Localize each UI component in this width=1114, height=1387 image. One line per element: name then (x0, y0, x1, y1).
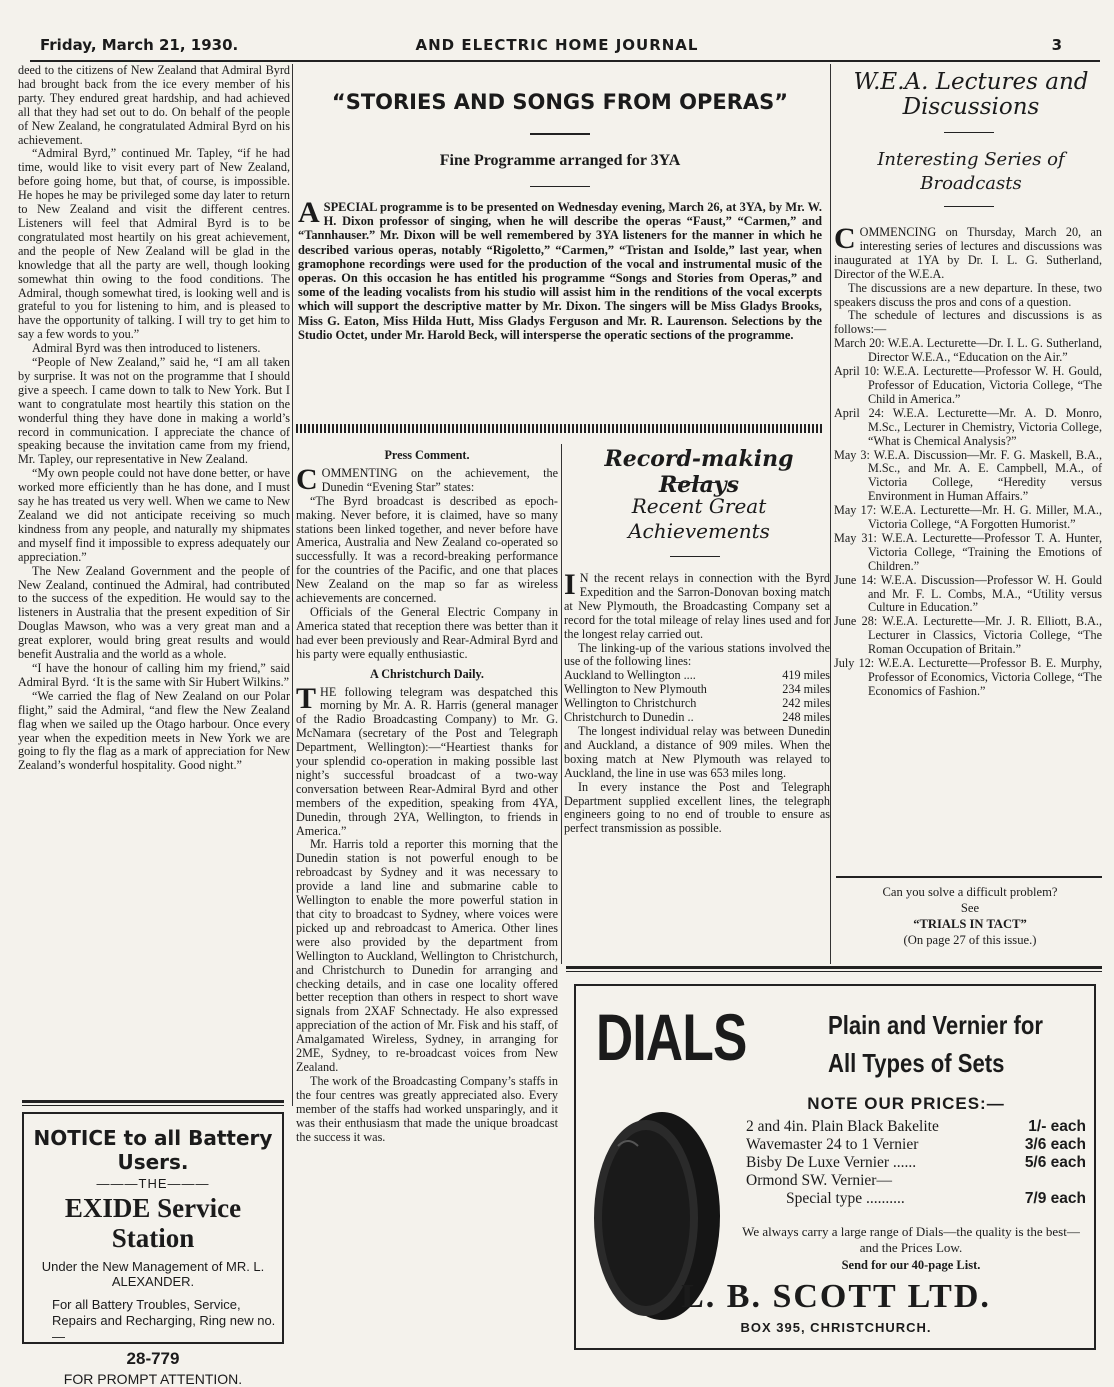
press-paragraph: Officials of the General Electric Company in America stated that reception there was better than it had ever been previously and Rear-Admiral Byrd and his party were equally enthusiastic. (296, 604, 558, 661)
wea-schedule (834, 337, 1102, 699)
press-paragraph: The work of the Broadcasting Company’s staffs in the four centres was greatly appreciated also. Every member of the staffs had worked unsparingly, and it was their enthusiasm that made the unique broadcast the success it was. (296, 1073, 558, 1144)
relay-line: Wellington to New Plymouth 234 miles (564, 682, 830, 697)
schedule-item: April 10: W.E.A. Lecturette—Professor W. H. Gould, Professor of Education, Victoria College, “The Child in America.” (834, 364, 1102, 406)
press-comment-article (296, 447, 558, 1144)
dials-send-list: Send for our 40-page List. (841, 1258, 981, 1272)
exide-station: EXIDE Service Station (64, 1193, 242, 1253)
left-paragraph: “Admiral Byrd,” continued Mr. Tapley, “if he had time, would like to visit every part of New Zealand, before going home, but that, of course, is impossible. He hopes he may be privileged some day later to return to New Zealand and visit the different centres. Listeners will feel that Admiral Byrd is to be congratulated most heartily on his great achievement, and the people of New Zealand will be glad in the knowledge that all the party are well, though looking somewhat thin owing to the food conditions. The Admiral, though somewhat tired, is looking well and is grateful to you for listening to him, and is pleased to have the opportunity of talking. I will try to get him to say a few words to you.” (18, 146, 290, 342)
relays-headline: Record-making Relays (604, 446, 794, 498)
left-paragraph: “We carried the flag of New Zealand on our Polar flight,” said the Admiral, “and flew the New Zealand flag when we sailed up the Otago harbour. Once every year when the expedition meets in New York we are going to fly the flag as a mark of appreciation for New Zealand’s wonderful hospitality. Good night.” (18, 688, 290, 773)
dials-address: BOX 395, CHRISTCHURCH. (740, 1320, 932, 1335)
schedule-item: June 28: W.E.A. Lecturette—Mr. J. R. Elliott, B.A., Lecturer in Classics, Victoria College, “The Roman Occupation of Britain.” (834, 614, 1102, 657)
puzzle-notice: Can you solve a difficult problem? See “TRIALS IN TACT” (On page 27 of this issue.) (882, 885, 1058, 947)
decorative-divider (296, 424, 824, 433)
left-paragraph: Admiral Byrd was then introduced to listeners. (32, 341, 261, 356)
subhead-rule (530, 186, 590, 187)
press-heading: Press Comment. (384, 448, 470, 462)
schedule-item: April 24: W.E.A. Lecturette—Mr. A. D. Monro, M.Sc., Lecturer in Chemistry, Victoria College, “What is Chemical Analysis?” (834, 405, 1102, 448)
journal-title: AND ELECTRIC HOME JOURNAL (415, 36, 699, 54)
press-paragraph: THE following telegram was despatched this morning by Mr. A. R. Harris (general manager of the Radio Broadcasting Company) to Mr. G. McNamara (secretary of the Post and Telegraph Department, Wellington):—“Heartiest thanks for your splendid co-operation in making possible last night’s successful broadcast of a two-way conversation between Rear-Admiral Byrd and other members of the expedition, speaking from 4YA, Dunedin, through 2YA, Wellington, to friends in America.” (296, 681, 558, 838)
press-paragraph: COMMENTING on the achievement, the Dunedin “Evening Star” states: (296, 462, 558, 496)
relays-subrule (670, 556, 720, 557)
schedule-item: May 3: W.E.A. Discussion—Mr. F. G. Maskell, B.A., M.Sc., and Mr. A. E. Campbell, M.A., of Victoria College, “Heredity versus Environment in Human Affairs.” (834, 447, 1102, 504)
left-column-article (18, 64, 290, 773)
price-row: Ormond SW. Vernier— (746, 1172, 892, 1189)
header-rule (30, 60, 1100, 62)
relays-subheadline: Recent Great Achievements (628, 494, 770, 543)
drop-cap: C (296, 462, 318, 496)
dials-company: L. B. SCOTT LTD. (681, 1278, 991, 1315)
wea-paragraph: COMMENCING on Thursday, March 20, an interesting series of lectures and discussions was inaugurated at 1YA by Dr. I. L. G. Sutherland, Director of the W.E.A. (834, 222, 1102, 281)
price-row: Special type .......... 7/9 each (786, 1190, 1086, 1207)
relays-rule (670, 482, 720, 483)
left-paragraph: “My own people could not have done better, or have worked more efficiently than he has done, and I must say he has treated us very well. When we came to New Zealand we did not anticipate receiving so much kindness from any people, and naturally my shipmates and myself find it impossible to express adequately our appreciation.” (18, 466, 290, 564)
relays-paragraph: The longest individual relay was between Dunedin and Auckland, a distance of 909 miles. When the boxing match at New Plymouth was relayed to Auckland, the line in use was 653 miles long. (564, 723, 830, 780)
relay-line: Wellington to Christchurch 242 miles (564, 696, 830, 711)
puzzle-rule (836, 876, 1102, 878)
wea-subheadline: Interesting Series of Broadcasts (877, 149, 1065, 194)
exide-the: ———THE——— (96, 1176, 210, 1191)
exide-management: Under the New Management of MR. L. ALEXANDER. (41, 1259, 265, 1289)
drop-cap: A (298, 196, 320, 229)
exide-troubles: For all Battery Troubles, Service, Repairs and Recharging, Ring new no.— (52, 1297, 276, 1344)
press-paragraph: Mr. Harris told a reporter this morning that the Dunedin station is not powerful enough to be rebroadcast by Sydney and it was necessary to provide a land line and submarine cable to Wellington to enable the more powerful station in that city to broadcast to Sydney, where voices were picked up and rebroadcast to America. Other lines were also provided by the department from Wellington to Auckland, Wellington to Christchurch, and Christchurch to Dunedin for arranging and checking details, and in case one locality offered better reception than others in respect to short wave signals from 2XAF Schnectady. He also expressed appreciation of the action of Mr. Fisk and his staff, of Amalgamated Wireless, Sydney, in arranging for 2ME, Sydney, to re-broadcast voices from New Zealand. (296, 837, 558, 1074)
dials-price-list (746, 1118, 1086, 1208)
schedule-item: May 17: W.E.A. Lecturette—Mr. H. G. Miller, M.A., Victoria College, “A Forgotten Humorist.” (834, 503, 1102, 532)
operas-text: SPECIAL programme is to be presented on Wednesday evening, March 26, at 3YA, by Mr. W. H. Dixon professor of singing, when he will describe the operas “Faust,” “Carmen,” and “Tannhauser.” Mr. Dixon will be well remembered by 3YA listeners for the manner in which he described various operas, notably “Rigoletto,” “Carmen,” “Tristan and Isolde,” last year, when gramophone recordings were used for the production of the vocal and instrumental music of the operas. On this occasion he has entitled his programme “Songs and Stories from Operas,” and some of the leading vocalists from his studio will assist him in the renditions of the vocal excerpts which will support the descriptive matter by Mr. Dixon. The singers will be Miss Gladys Brooks, Miss G. Eaton, Miss Hilda Hutt, Miss Gladys Ferguson and Mr. R. Laurenson. Selections by the Studio Octet, under Mr. Harold Beck, will intersperse the operatic sections of the programme. (298, 200, 822, 342)
relay-line: Auckland to Wellington .... 419 miles (564, 668, 830, 683)
exide-separator-rule (22, 1100, 284, 1106)
price-row: Bisby De Luxe Vernier ...... 5/6 each (746, 1154, 1086, 1171)
schedule-item: March 20: W.E.A. Lecturette—Dr. I. L. G. Sutherland, Director W.E.A., “Education on the Air.” (834, 336, 1102, 365)
operas-subheadline: Fine Programme arranged for 3YA (439, 152, 681, 169)
wea-subrule (944, 206, 994, 207)
left-paragraph: deed to the citizens of New Zealand that Admiral Byrd had brought back from the ice every member of his party. They endured great hardship, and had achieved all that they had set out to do. On behalf of the people of New Zealand, he congratulated Admiral Byrd on his achievement. (18, 63, 290, 147)
left-paragraph: “I have the honour of calling him my friend,” said Admiral Byrd. ‘It is the same with Sir Hubert Wilkins.” (18, 660, 290, 689)
dials-headline: Plain and Vernier for All Types of Sets (828, 1010, 1043, 1078)
exide-prompt: FOR PROMPT ATTENTION. (63, 1371, 243, 1387)
schedule-item: May 31: W.E.A. Lecturette—Professor T. A. Hunter, Victoria College, “Training the Emotions of Children.” (834, 530, 1102, 573)
drop-cap: C (834, 222, 856, 255)
drop-cap: T (296, 681, 317, 715)
christchurch-heading: A Christchurch Daily. (370, 666, 484, 681)
price-row: Wavemaster 24 to 1 Vernier 3/6 each (746, 1136, 1086, 1153)
exide-notice: NOTICE to all Battery Users. (33, 1126, 273, 1174)
column-divider-center (561, 444, 562, 964)
relays-paragraph: In every instance the Post and Telegraph Department supplied excellent lines, the telegraph engineers going to no end of trouble to ensure as perfect transmission as possible. (564, 779, 830, 836)
column-divider-left (292, 64, 293, 1106)
relays-paragraph: The linking-up of the various stations involved the use of the following lines: (564, 640, 830, 669)
page-header (40, 36, 1074, 58)
wea-headline: W.E.A. Lectures and Discussions (853, 69, 1089, 120)
wea-paragraph: The discussions are a new departure. In these, two speakers discuss the pros and cons of a question. (834, 280, 1102, 309)
dials-note: NOTE OUR PRICES:— (807, 1094, 1005, 1113)
relay-line: Christchurch to Dunedin .. 248 miles (564, 710, 830, 725)
price-row: 2 and 4in. Plain Black Bakelite 1/- each (746, 1118, 1086, 1135)
relays-body (564, 568, 830, 836)
left-paragraph: “People of New Zealand,” said he, “I am all taken by surprise. It was not on the programme that I should give a speech. I came down to talk to New York. But I want to congratulate most heartily this station on the wonderful thing they have done in making a world’s record in communication. I appreciate the chance of speaking because the invitation came from my friend, Mr. Tapley, our representative in New Zealand. (18, 355, 290, 467)
dials-advertisement (574, 984, 1096, 1350)
schedule-item: July 12: W.E.A. Lecturette—Professor B. E. Murphy, Professor of Economics, Victoria College, “The Economics of Fashion.” (834, 656, 1102, 698)
drop-cap: I (564, 568, 576, 601)
exide-advertisement (22, 1112, 284, 1387)
relays-paragraph: I N the recent relays in connection with the Byrd Expedition and the Sarron-Donovan boxing match at New Plymouth, the Broadcasting Company set a record for the total mileage of relay lines used and for the longest relay carried out. (564, 568, 830, 641)
wea-paragraph: The schedule of lectures and discussions is as follows:— (834, 308, 1102, 337)
headline-rule (530, 133, 590, 135)
page-number: 3 (1051, 36, 1062, 54)
wea-rule (944, 132, 994, 133)
dials-brand: DIALS (596, 1000, 747, 1074)
issue-date: Friday, March 21, 1930. (40, 36, 239, 54)
wea-body (834, 222, 1102, 699)
exide-phone: 28-779 (126, 1349, 180, 1368)
left-paragraph: The New Zealand Government and the people of New Zealand, continued the Admiral, had contributed to the success of the expedition. He would say to the listeners in Australia that the present expedition of Sir Douglas Mawson, who was a very great man and a great explorer, would bring great results and would benefit Australia and the world as a whole. (18, 563, 290, 662)
schedule-item: June 14: W.E.A. Discussion—Professor W. H. Gould and Mr. F. L. Combs, M.A., “Utility versus Culture in Education.” (834, 572, 1102, 615)
dials-carry: We always carry a large range of Dials—the quality is the best—and the Prices Low. (742, 1224, 1080, 1255)
ad-separator-rule (566, 966, 1102, 972)
operas-body (298, 196, 822, 342)
press-paragraph: “The Byrd broadcast is described as epoch-making. Never before, it is claimed, have so many stations been linked together, and never before have America, Australia and New Zealand co-operated so successfully. It was a record-breaking performance for the countries of the Pacific, and one that places New Zealand on the map so far as wireless achievements are concerned. (296, 493, 558, 606)
operas-headline: “STORIES AND SONGS FROM OPERAS” (331, 90, 789, 114)
